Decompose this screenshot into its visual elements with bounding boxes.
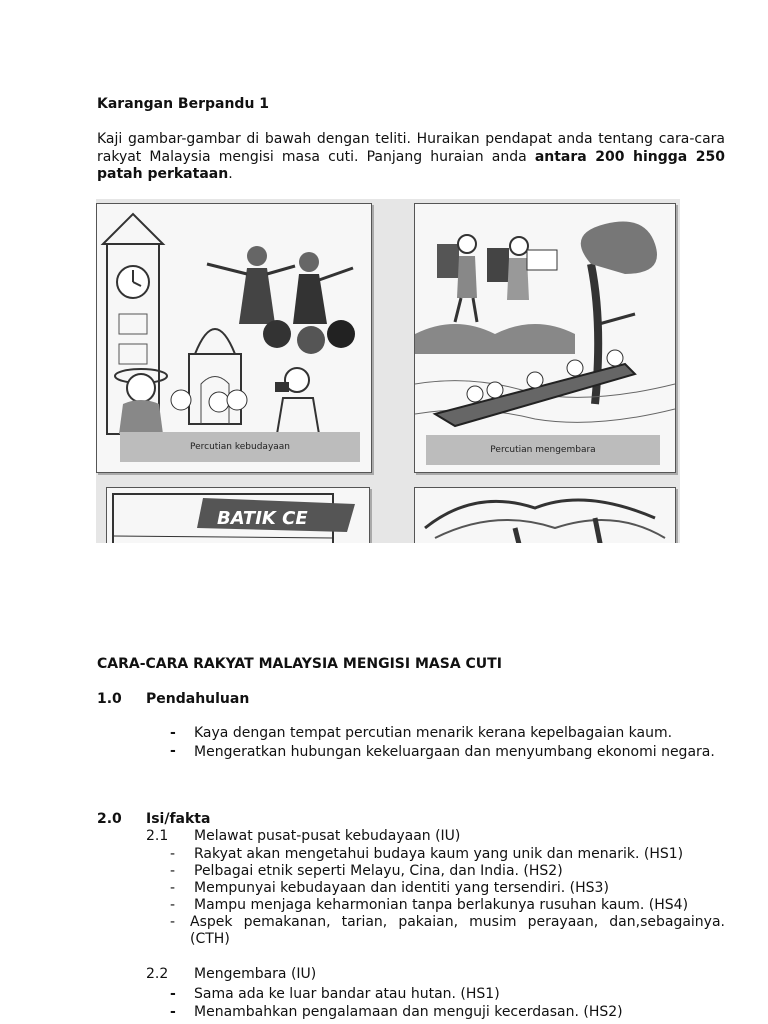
- fact-point: Aspek pemakanan, tarian, pakaian, musim perayaan, dan,sebagainya. (CTH): [190, 914, 725, 947]
- fact-point: Mampu menjaga keharmonian tanpa berlakunya rusuhan kaum. (HS4): [194, 897, 689, 913]
- batik-shop-illustration: [107, 488, 369, 543]
- section-title: Isi/fakta: [146, 811, 211, 827]
- instruction-word-limit: antara 200 hingga 250 patah perkataan: [97, 148, 726, 182]
- bullet-dash: -: [170, 725, 176, 741]
- section-title: Pendahuluan: [146, 691, 250, 707]
- batik-sign-text: BATIK CE: [217, 508, 308, 529]
- illustration-figure: [96, 199, 680, 543]
- fact-point: Mempunyai kebudayaan dan identiti yang tersendiri. (HS3): [194, 880, 609, 896]
- instruction-paragraph: [97, 131, 725, 184]
- bullet-dash: -: [170, 914, 176, 930]
- bullet-dash: -: [170, 846, 176, 862]
- bullet-dash: -: [170, 986, 176, 1002]
- bullet-dash: -: [170, 880, 176, 896]
- fact-point: Sama ada ke luar bandar atau hutan. (HS1): [194, 986, 500, 1002]
- section-number: 2.0: [97, 811, 122, 827]
- fact-point: Pelbagai etnik seperti Melayu, Cina, dan India. (HS2): [194, 863, 563, 879]
- adventure-scene-illustration: [415, 204, 675, 472]
- intro-point: Mengeratkan hubungan kekeluargaan dan menyumbang ekonomi negara.: [194, 744, 715, 760]
- instruction-end: .: [228, 166, 233, 182]
- subsection-title: Melawat pusat-pusat kebudayaan (IU): [194, 828, 461, 844]
- subsection-title: Mengembara (IU): [194, 966, 317, 982]
- subsection-number: 2.2: [146, 966, 169, 982]
- bullet-dash: -: [170, 743, 176, 759]
- batik-panel: [106, 487, 370, 543]
- subsection-number: 2.1: [146, 828, 169, 844]
- adventure-caption: Percutian mengembara: [426, 435, 660, 465]
- intro-point: Kaya dengan tempat percutian menarik kerana kepelbagaian kaum.: [194, 725, 673, 741]
- forest-illustration: [415, 488, 675, 543]
- adventure-panel: [414, 203, 676, 473]
- bullet-dash: -: [170, 1004, 176, 1020]
- bullet-dash: -: [170, 897, 176, 913]
- bullet-dash: -: [170, 863, 176, 879]
- section-number: 1.0: [97, 691, 122, 707]
- document-title: Karangan Berpandu 1: [97, 96, 270, 112]
- culture-caption: Percutian kebudayaan: [120, 432, 360, 462]
- instruction-text: Kaji gambar-gambar di bawah dengan teliti. Huraikan pendapat anda tentang cara-cara rakyat Malaysia mengisi masa cuti. Panjang huraian anda: [97, 131, 725, 165]
- fact-point: Menambahkan pengalamaan dan menguji kecerdasan. (HS2): [194, 1004, 623, 1020]
- forest-panel: [414, 487, 676, 543]
- essay-heading: CARA-CARA RAKYAT MALAYSIA MENGISI MASA CUTI: [97, 656, 502, 672]
- fact-point: Rakyat akan mengetahui budaya kaum yang unik dan menarik. (HS1): [194, 846, 684, 862]
